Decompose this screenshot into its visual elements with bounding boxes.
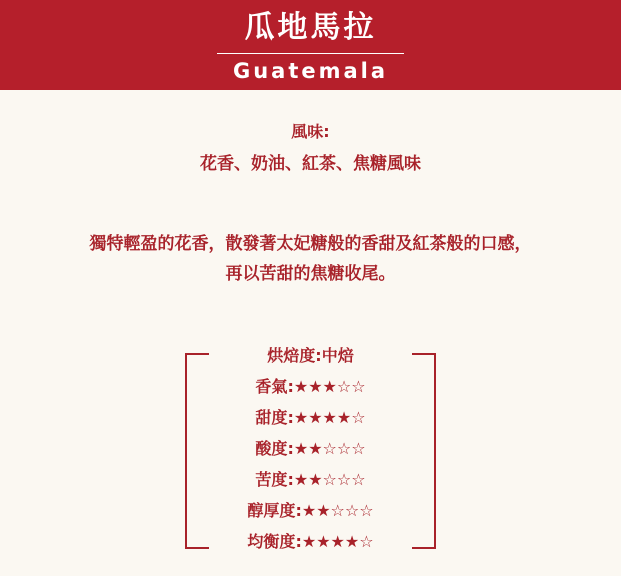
roast-separator: : bbox=[315, 346, 322, 365]
description bbox=[0, 229, 621, 289]
star-rating-icon: ★★★★☆ bbox=[301, 532, 374, 551]
star-rating-icon: ★★★★☆ bbox=[293, 408, 366, 427]
rating-label: 酸度 bbox=[255, 439, 288, 458]
flavor-notes: 花香、奶油、紅茶、焦糖風味 bbox=[200, 154, 421, 174]
rating-list bbox=[0, 340, 621, 557]
rating-label: 香氣 bbox=[255, 377, 288, 396]
rating-row-balance: 均衡度:★★★★☆ bbox=[247, 532, 374, 551]
header-banner bbox=[0, 0, 621, 90]
page-subtitle: Guatemala bbox=[232, 59, 389, 83]
star-rating-icon: ★★★☆☆ bbox=[293, 377, 366, 396]
star-rating-icon: ★★☆☆☆ bbox=[301, 501, 374, 520]
rating-label: 均衡度 bbox=[247, 532, 296, 551]
star-rating-icon: ★★☆☆☆ bbox=[293, 470, 366, 489]
title-divider bbox=[217, 53, 404, 54]
star-rating-icon: ★★☆☆☆ bbox=[293, 439, 366, 458]
rating-row-aroma: 香氣:★★★☆☆ bbox=[255, 377, 366, 396]
page-title: 瓜地馬拉 bbox=[244, 10, 377, 45]
flavor-label: 風味: bbox=[291, 122, 330, 141]
roast-value: 中焙 bbox=[321, 346, 354, 365]
rating-row-bitterness: 苦度:★★☆☆☆ bbox=[255, 470, 366, 489]
roast-label: 烘焙度 bbox=[267, 346, 316, 365]
rating-label: 甜度 bbox=[255, 408, 288, 427]
roast-level-row bbox=[0, 340, 621, 371]
rating-label: 醇厚度 bbox=[247, 501, 296, 520]
rating-row-body: 醇厚度:★★☆☆☆ bbox=[247, 501, 374, 520]
description-line-1: 獨特輕盈的花香，散發著太妃糖般的香甜及紅茶般的口感， bbox=[89, 234, 532, 254]
rating-row-acidity: 酸度:★★☆☆☆ bbox=[255, 439, 366, 458]
description-line-2: 再以苦甜的焦糖收尾。 bbox=[225, 264, 396, 284]
rating-row-sweetness: 甜度:★★★★☆ bbox=[255, 408, 366, 427]
rating-label: 苦度 bbox=[255, 470, 288, 489]
